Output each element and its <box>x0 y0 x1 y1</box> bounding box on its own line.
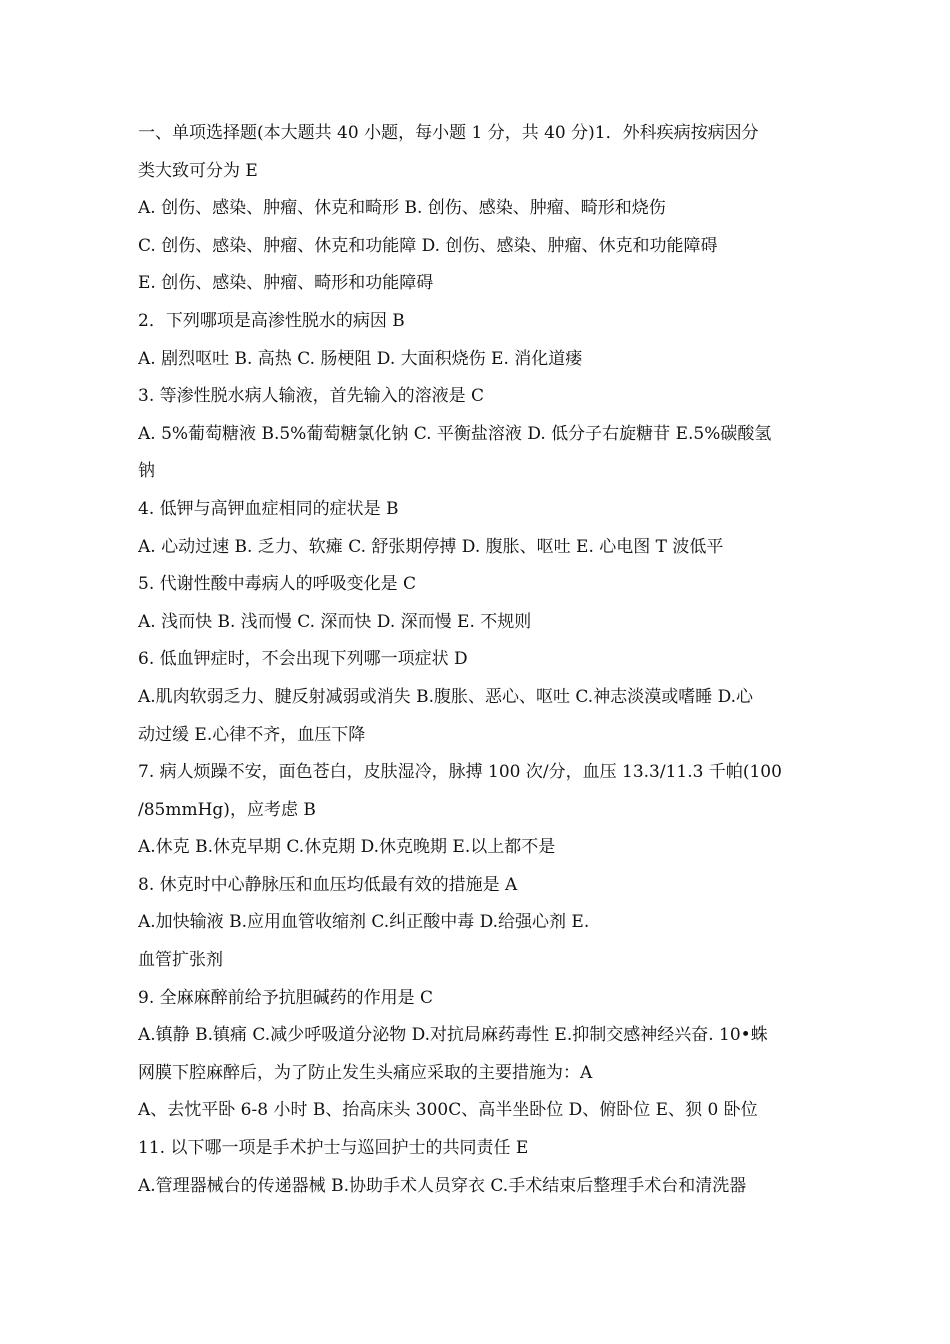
text-line-5: E. 创伤、感染、肿瘤、畸形和功能障碍 <box>138 273 434 294</box>
text-line-25: A.镇静 B.镇痛 C.减少呼吸道分泌物 D.对抗局麻药毒性 E.抑制交感神经兴奋. 10•蛛 <box>138 1025 768 1046</box>
text-line-4: C. 创伤、感染、肿瘤、休克和功能障 D. 创伤、感染、肿瘤、休克和功能障碍 <box>138 235 718 256</box>
text-line-6: 2．下列哪项是高渗性脱水的病因 B <box>138 310 405 331</box>
text-line-8: 3. 等渗性脱水病人输液，首先输入的溶液是 C <box>138 386 485 407</box>
text-line-14: A. 浅而快 B. 浅而慢 C. 深而快 D. 深而慢 E. 不规则 <box>138 611 532 632</box>
text-line-13: 5. 代谢性酸中毒病人的呼吸变化是 C <box>138 574 417 595</box>
text-line-19: /85mmHg)，应考虑 B <box>138 799 316 820</box>
text-line-16: A.肌肉软弱乏力、腱反射减弱或消失 B.腹胀、恶心、呕吐 C.神志淡漠或嗜睡 D.心 <box>138 686 754 707</box>
text-line-1: 一、单项选择题(本大题共 40 小题，每小题 1 分，共 40 分)1．外科疾病按病因分 <box>138 123 759 143</box>
document-page <box>138 115 818 1205</box>
text-line-3: A. 创伤、感染、肿瘤、休克和畸形 B. 创伤、感染、肿瘤、畸形和烧伤 <box>138 198 666 219</box>
text-line-11: 4. 低钾与高钾血症相同的症状是 B <box>138 498 399 519</box>
text-line-21: 8. 休克时中心静脉压和血压均低最有效的措施是 A <box>138 874 518 895</box>
text-line-24: 9. 全麻麻醉前给予抗胆碱药的作用是 C <box>138 987 434 1008</box>
text-line-27: A、去忱平卧 6-8 小时 B、抬高床头 300C、高半坐卧位 D、俯卧位 E、狈 0 卧位 <box>138 1100 758 1121</box>
text-line-23: 血管扩张剂 <box>138 950 223 971</box>
text-line-26: 网膜下腔麻醉后，为了防止发生头痛应采取的主要措施为：A <box>138 1062 593 1083</box>
text-line-7: A. 剧烈呕吐 B. 高热 C. 肠梗阻 D. 大面积烧伤 E. 消化道瘘 <box>138 348 583 369</box>
text-line-2: 类大致可分为 E <box>138 160 258 181</box>
text-line-17: 动过缓 E.心律不齐，血压下降 <box>138 724 366 745</box>
text-line-10: 钠 <box>138 461 155 482</box>
text-line-29: A.管理器械台的传递器械 B.协助手术人员穿衣 C.手术结束后整理手术台和清洗器 <box>138 1175 747 1196</box>
text-line-12: A. 心动过速 B. 乏力、软瘫 C. 舒张期停搏 D. 腹胀、呕吐 E. 心电图 T 波低平 <box>138 536 724 557</box>
text-line-20: A.休克 B.休克早期 C.休克期 D.休克晚期 E.以上都不是 <box>138 837 556 858</box>
text-line-18: 7. 病人烦躁不安，面色苍白，皮肤湿冷，脉搏 100 次/分，血压 13.3/11.3 千帕(100 <box>138 762 782 783</box>
text-line-15: 6. 低血钾症时，不会出现下列哪一项症状 D <box>138 649 468 670</box>
text-line-22: A.加快输液 B.应用血管收缩剂 C.纠正酸中毒 D.给强心剂 E. <box>138 912 590 933</box>
text-line-28: 11. 以下哪一项是手术护士与巡回护士的共同责任 E <box>138 1138 529 1159</box>
text-line-9: A. 5%葡萄糖液 B.5%葡萄糖氯化钠 C. 平衡盐溶液 D. 低分子右旋糖苷 E.5%碳酸氢 <box>138 423 772 444</box>
